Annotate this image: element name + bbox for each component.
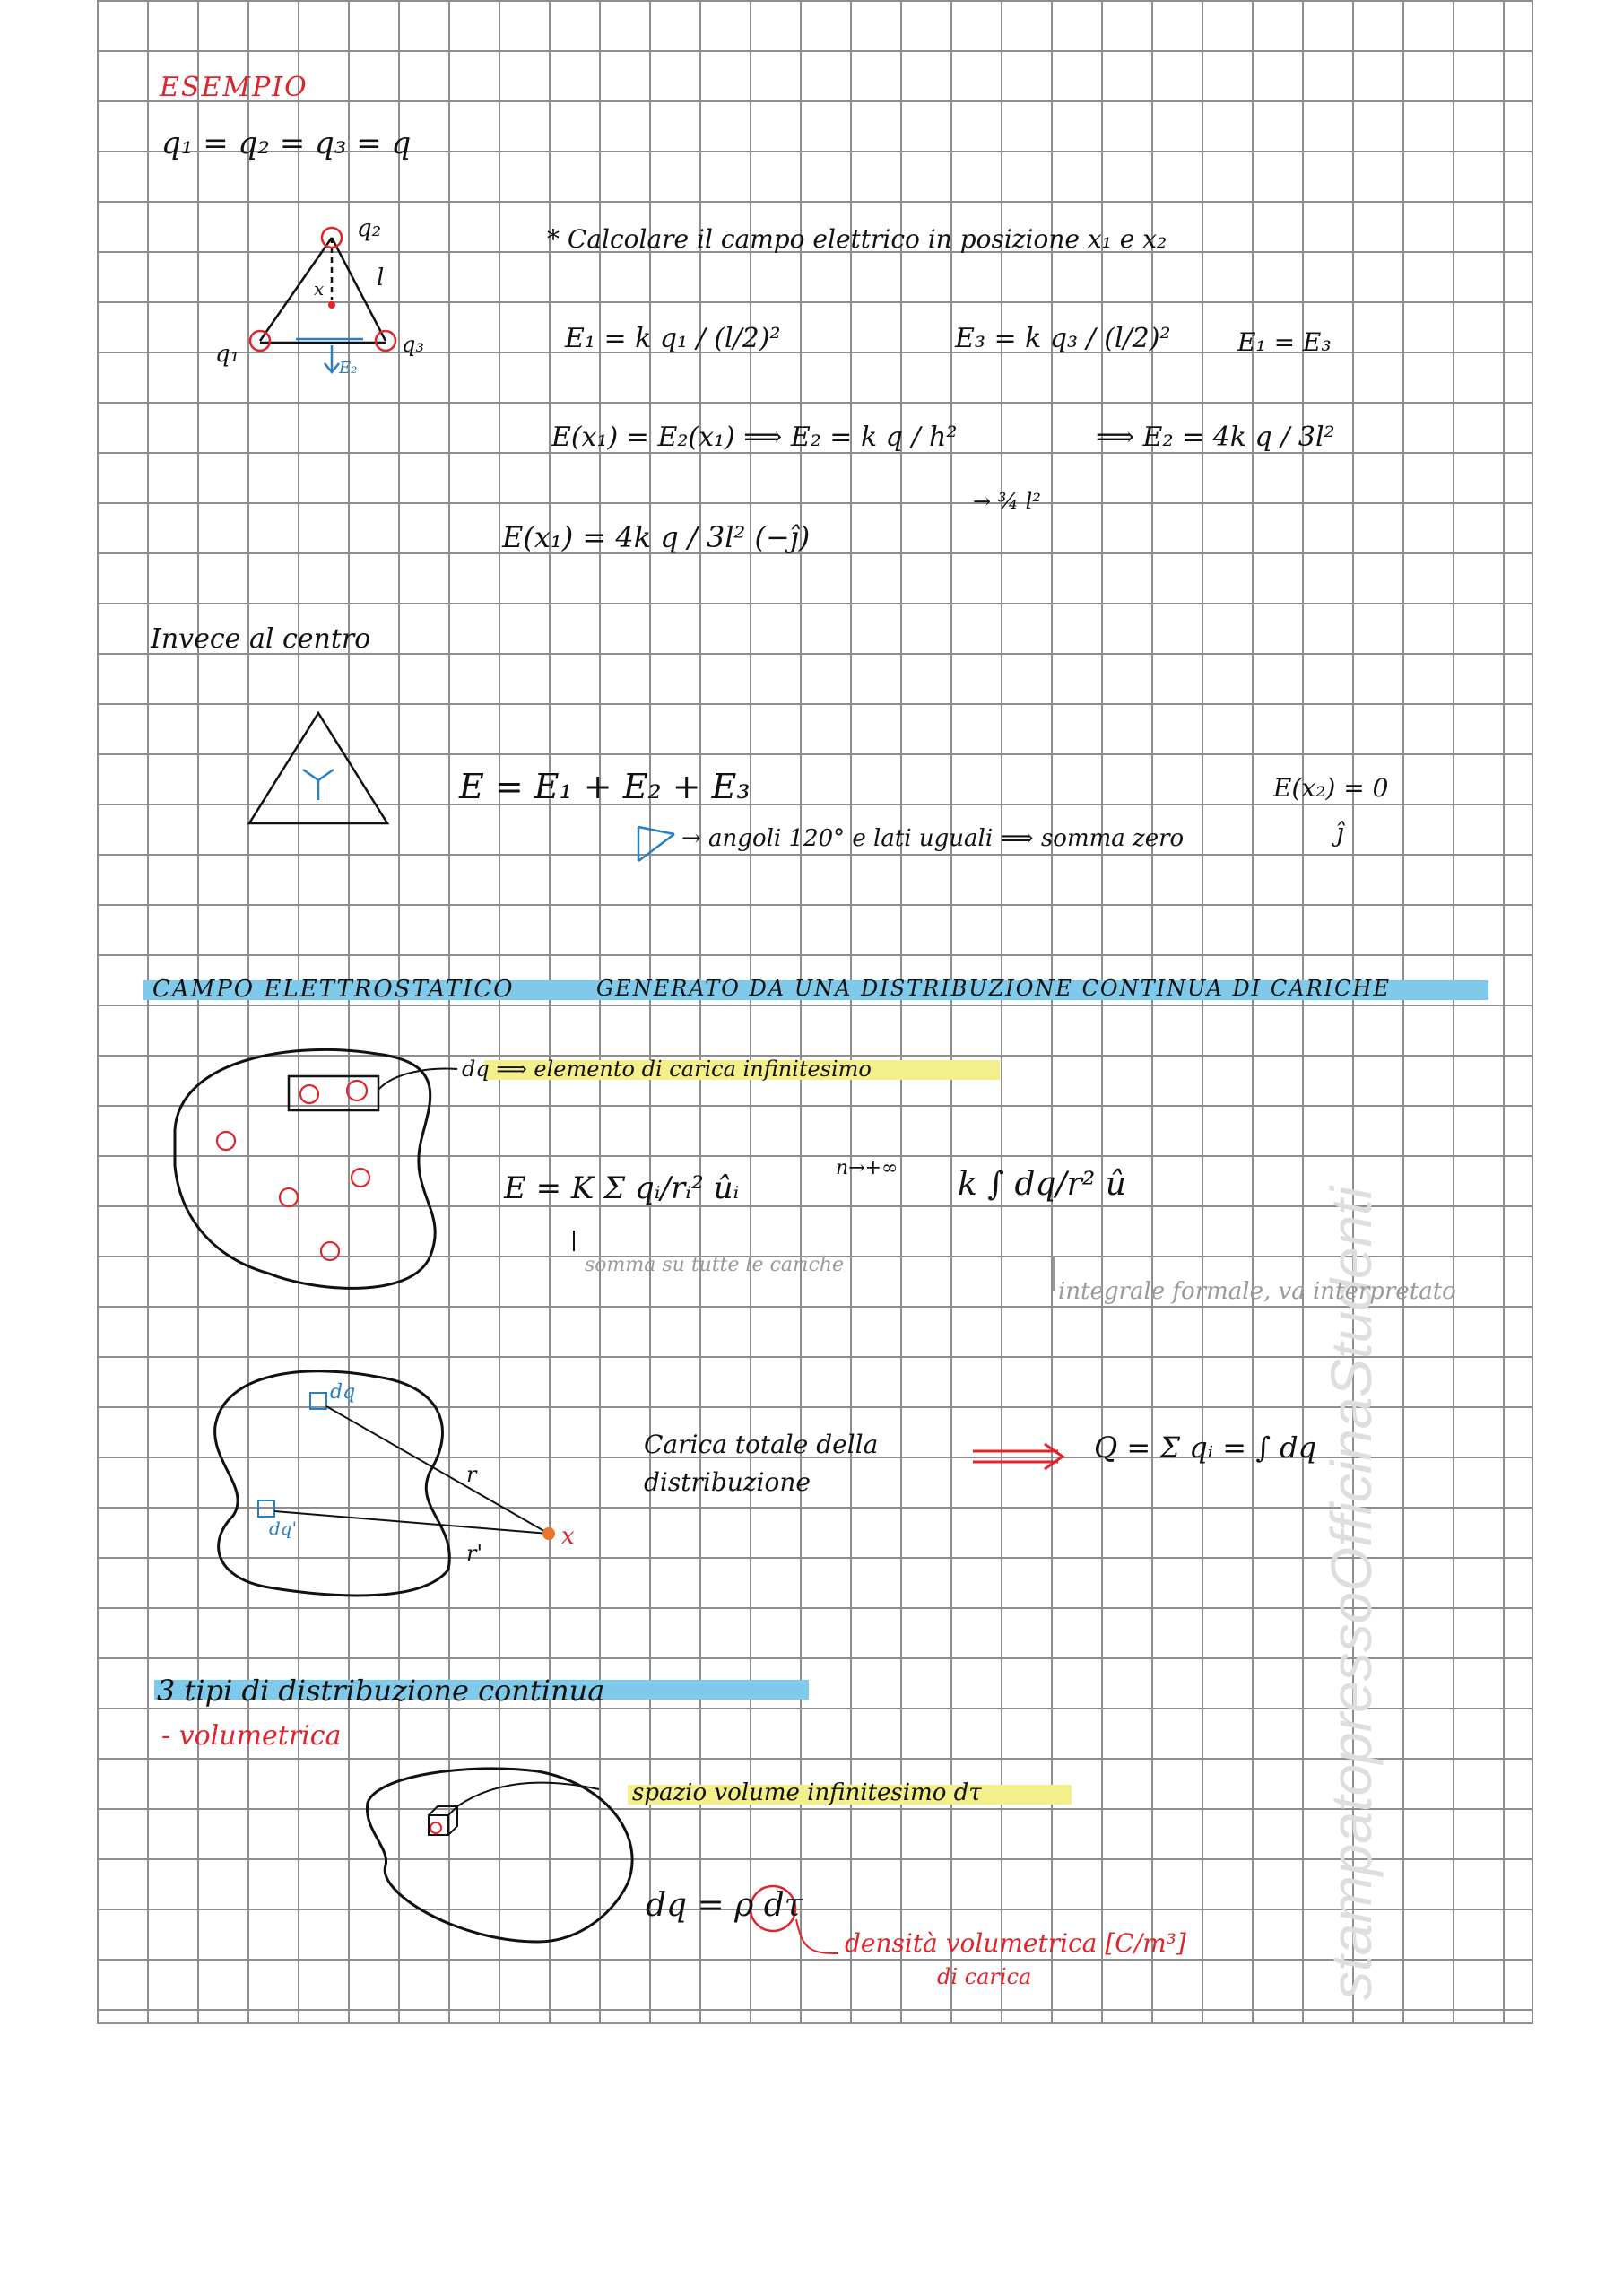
- field-point-x: [542, 1527, 555, 1540]
- eq-vector: E(x₁) = E₂(x₁) ⟹ E₂ = k q / h²: [551, 422, 958, 453]
- volume-charge: [430, 1822, 441, 1833]
- eq-e2: ⟹ E₂ = 4k q / 3l²: [1096, 422, 1335, 453]
- note-integral: integrale formale, va interpretato: [1058, 1278, 1456, 1305]
- center-reason: → angoli 120° e lati uguali ⟹ somma zero: [681, 825, 1185, 852]
- eq-sum: E = E₁ + E₂ + E₃: [459, 767, 751, 806]
- label-q3: q₃: [402, 332, 424, 357]
- distribution-blob-2: [215, 1371, 450, 1596]
- blob2-r: r: [466, 1462, 477, 1487]
- density-sub: di carica: [937, 1964, 1032, 1989]
- type-volumetric: - volumetrica: [161, 1720, 342, 1752]
- eq-h: → ¾ l²: [973, 489, 1041, 514]
- blob2-x: x: [561, 1523, 575, 1550]
- volume-pointer: [457, 1783, 599, 1806]
- label-x: x: [314, 278, 325, 300]
- volume-distribution-blob: [367, 1769, 632, 1942]
- dq-pointer: [378, 1069, 457, 1090]
- eq-e1-e3: E₁ = E₃: [1237, 327, 1332, 357]
- dq-label: dq ⟹ elemento di carica infinitesimo: [462, 1057, 872, 1082]
- blob2-dq: dq: [330, 1381, 356, 1404]
- jhat: ĵ: [1336, 818, 1344, 848]
- center-intro: Invece al centro: [151, 623, 371, 655]
- section1-title-left: CAMPO ELETTROSTATICO: [152, 976, 515, 1003]
- blob2-r2: r': [466, 1541, 483, 1566]
- point-x1: [328, 301, 335, 309]
- r2-line: [274, 1511, 549, 1534]
- dq-element-box: [289, 1076, 378, 1110]
- label-e2: E₂: [339, 359, 358, 378]
- density-label: densità volumetrica [C/m³]: [845, 1928, 1186, 1958]
- eq-limit: n→+∞: [836, 1157, 898, 1179]
- center-vectors: [303, 770, 334, 800]
- section1-title-right: GENERATO DA UNA DISTRIBUZIONE CONTINUA DI CARICHE: [596, 976, 1391, 1001]
- eq-total: Q = Σ qᵢ = ∫ dq: [1094, 1431, 1317, 1465]
- eq-zero: E(x₂) = 0: [1273, 773, 1389, 803]
- dq-square: [310, 1393, 326, 1409]
- density-pointer: [796, 1919, 838, 1953]
- volume-label: spazio volume infinitesimo dτ: [632, 1779, 982, 1806]
- watermark: stampatopressoOfficinaStudenti: [1319, 1186, 1384, 2000]
- eq-e1: E₁ = k q₁ / (l/2)²: [565, 323, 781, 354]
- eq-e3: E₃ = k q₃ / (l/2)²: [955, 323, 1171, 354]
- blob1-charges: [217, 1081, 369, 1260]
- total-charge: Carica totale della distribuzione: [644, 1430, 879, 1497]
- note-sum: somma su tutte le cariche: [585, 1254, 845, 1276]
- eq-dq: dq = ρ dτ: [646, 1887, 803, 1924]
- vector-sum-sketch: [638, 827, 674, 861]
- dq2-square: [258, 1500, 274, 1517]
- volume-cube: [429, 1806, 457, 1835]
- label-q2: q₂: [357, 215, 382, 242]
- section2-title: 3 tipi di distribuzione continua: [157, 1674, 605, 1708]
- eq-result: E(x₁) = 4k q / 3l² (−ĵ): [502, 520, 811, 554]
- eq-integral: k ∫ dq/r² û: [958, 1166, 1126, 1203]
- label-l: l: [377, 265, 385, 291]
- center-triangle: [249, 713, 387, 823]
- implies-arrow: [973, 1444, 1063, 1469]
- blob2-dq2: dq': [269, 1518, 298, 1539]
- eq-field-sum: E = K Σ qᵢ/rᵢ² ûᵢ: [504, 1170, 740, 1206]
- example-title: ESEMPIO: [160, 72, 308, 103]
- charges-equation: q₁ = q₂ = q₃ = q: [161, 126, 412, 161]
- r-line: [326, 1406, 549, 1534]
- label-q1: q₁: [215, 341, 240, 368]
- task-text: * Calcolare il campo elettrico in posizione x₁ e x₂: [547, 224, 1167, 254]
